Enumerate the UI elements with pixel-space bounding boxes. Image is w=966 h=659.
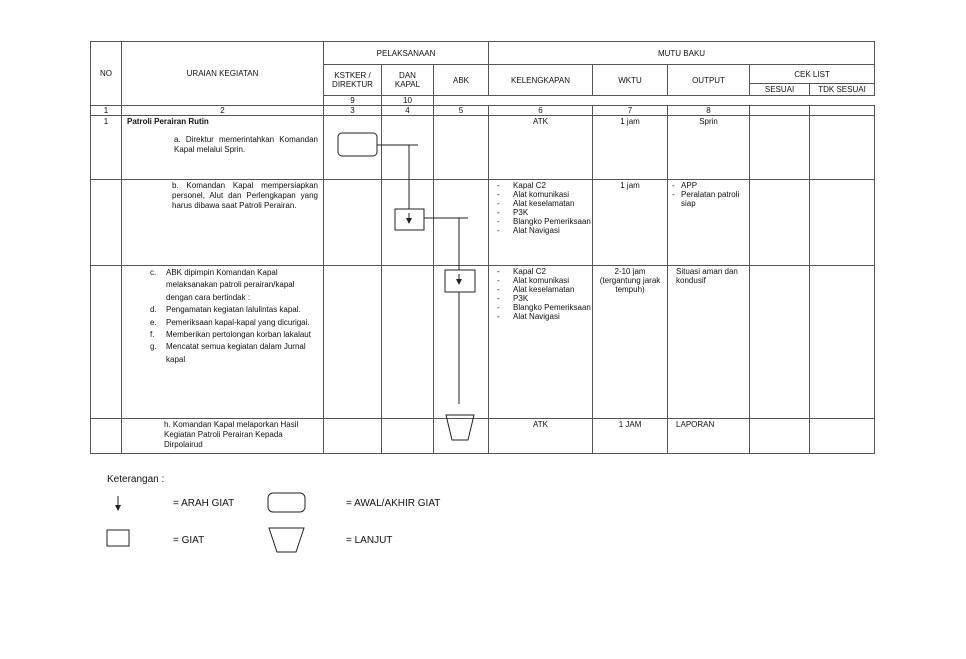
list-item: - P3K [497, 294, 529, 303]
row-c-output: Situasi aman dan kondusif [668, 266, 750, 419]
kelengkapan-list [489, 181, 592, 235]
row-c-dan [382, 266, 434, 419]
list-item: - Alat komunikasi [497, 276, 570, 285]
list-item: - Kapal C2 [497, 267, 546, 276]
legend-title: Keterangan : [107, 474, 165, 485]
col-number-9-cell [750, 106, 810, 116]
step-a-text: a. Direktur memerintahkan Komandan Kapal melalui Sprin. [174, 135, 318, 154]
list-item: - APP [672, 181, 698, 190]
row-a-output: Sprin [668, 116, 750, 180]
legend-awal-label: = AWAL/AKHIR GIAT [346, 498, 441, 509]
col-number-1: 1 [91, 106, 122, 116]
row-h-sesuai [750, 419, 810, 454]
header-abk: ABK [434, 65, 489, 96]
process-legend-icon [107, 530, 129, 546]
row-a-kelengkapan: ATK [489, 116, 593, 180]
row-b-uraian [122, 180, 324, 266]
row-a-kstker [324, 116, 382, 180]
row-b-tdk-sesuai [810, 180, 875, 266]
row-h-wktu: 1 JAM [593, 419, 668, 454]
row-h-uraian [122, 419, 324, 454]
list-item: - Alat keselamatan [497, 199, 575, 208]
header-sesuai: SESUAI [750, 84, 810, 96]
row-c-no [91, 266, 122, 419]
list-item: - Alat Navigasi [497, 226, 560, 235]
step-c-list [122, 267, 323, 366]
list-item: g. Mencatat semua kegiatan dalam Jurnal kapal [150, 342, 306, 364]
row-b-kelengkapan [489, 180, 593, 266]
row-b-sesuai [750, 180, 810, 266]
header-output: OUTPUT [668, 65, 750, 96]
list-item: - Alat komunikasi [497, 190, 570, 199]
list-item: - Alat Navigasi [497, 312, 560, 321]
list-item: - Blangko Pemeriksaan [497, 303, 591, 312]
col-number-2: 2 [122, 106, 324, 116]
list-item: d. Pengamatan kegiatan lalulintas kapal. [150, 305, 301, 315]
legend-lanjut-label: = LANJUT [346, 535, 393, 546]
continue-legend-icon [269, 528, 304, 552]
row-c-tdk-sesuai [810, 266, 875, 419]
row-h-no [91, 419, 122, 454]
list-item: - Blangko Pemeriksaan [497, 217, 591, 226]
kelengkapan-list [489, 267, 592, 321]
output-list [668, 181, 749, 208]
col-number-8: 8 [668, 106, 750, 116]
header-kstker: KSTKER / DIREKTUR [324, 65, 382, 96]
step-b-text: b. Komandan Kapal mempersiapkan personel, Alut dan Perlengkapan yang harus dibawa saat Patroli Perairan. [172, 181, 318, 210]
row-a-wktu: 1 jam [593, 116, 668, 180]
col-number-6: 6 [489, 106, 593, 116]
col-number-3: 3 [324, 106, 382, 116]
row-b-kstker [324, 180, 382, 266]
legend-arah-label: = ARAH GIAT [173, 498, 235, 509]
row-c-wktu: 2-10 jam (tergantung jarak tempuh) [593, 266, 668, 419]
list-item: - Kapal C2 [497, 181, 546, 190]
sop-table [90, 41, 875, 454]
col-number-9: 9 [324, 96, 382, 106]
col-number-4: 4 [382, 106, 434, 116]
row-a-dan [382, 116, 434, 180]
header-pelaksanaan: PELAKSANAAN [324, 42, 489, 65]
row-h-abk [434, 419, 489, 454]
header-uraian: URAIAN KEGIATAN [122, 42, 324, 106]
col-number-10: 10 [382, 96, 434, 106]
row-h-tdk-sesuai [810, 419, 875, 454]
header-wktu: WKTU [593, 65, 668, 96]
header-dan-kapal: DAN KAPAL [382, 65, 434, 96]
row-a-abk [434, 116, 489, 180]
row-b-output [668, 180, 750, 266]
header-kelengkapan: KELENGKAPAN [489, 65, 593, 96]
header-tdk-sesuai: TDK SESUAI [810, 84, 875, 96]
step-h-text: h. Komandan Kapal melaporkan Hasil Kegiatan Patroli Perairan Kepada Dirpolairud [164, 420, 299, 449]
start-end-legend-icon [268, 493, 305, 512]
list-item: e. Pemeriksaan kapal-kapal yang dicurigai. [150, 317, 310, 327]
row-c-abk [434, 266, 489, 419]
list-item: f. Memberikan pertolongan korban lakalaut [150, 330, 311, 340]
col-number-10-cell [810, 106, 875, 116]
row-a-tdk-sesuai [810, 116, 875, 180]
row-c-kstker [324, 266, 382, 419]
row-h-kstker [324, 419, 382, 454]
row-c-kelengkapan [489, 266, 593, 419]
row-b-abk [434, 180, 489, 266]
row-h-output: LAPORAN [668, 419, 750, 454]
list-item: - Peralatan patroli siap [672, 190, 740, 208]
row-c-sesuai [750, 266, 810, 419]
row-c-uraian [122, 266, 324, 419]
header-cek-list: CEK LIST [750, 65, 875, 84]
row-h-kelengkapan: ATK [489, 419, 593, 454]
header-mutu-baku: MUTU BAKU [489, 42, 875, 65]
list-item: - Alat keselamatan [497, 285, 575, 294]
list-item: c. ABK dipimpin Komandan Kapal melaksanakan patroli perairan/kapal dengan cara bertindak : [150, 268, 295, 302]
header-no: NO [91, 42, 122, 106]
row-h-dan [382, 419, 434, 454]
row-b-wktu: 1 jam [593, 180, 668, 266]
col-number-7: 7 [593, 106, 668, 116]
row-number: 1 [91, 116, 122, 180]
row-a-sesuai [750, 116, 810, 180]
row-b-dan [382, 180, 434, 266]
list-item: - P3K [497, 208, 529, 217]
col-number-5: 5 [434, 106, 489, 116]
kegiatan-title: Patroli Perairan Rutin [127, 117, 209, 126]
row-a-uraian [122, 116, 324, 180]
row-b-no [91, 180, 122, 266]
legend-giat-label: = GIAT [173, 535, 205, 546]
